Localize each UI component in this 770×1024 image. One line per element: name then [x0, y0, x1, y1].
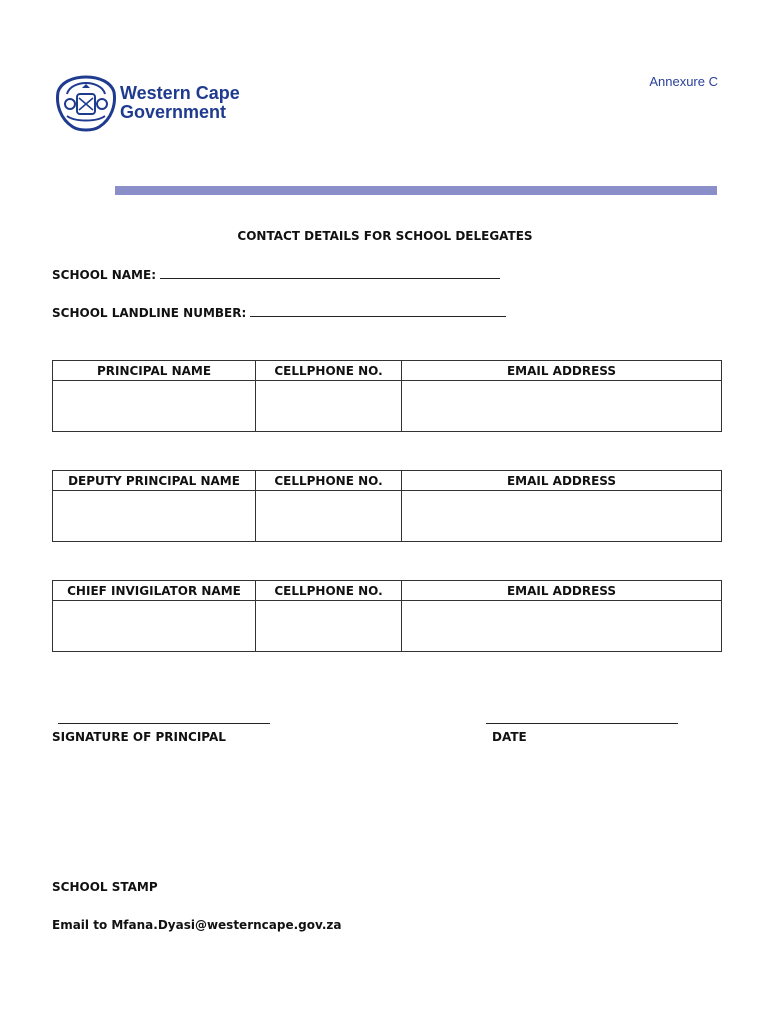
- principal-email-cell[interactable]: [402, 381, 722, 432]
- deputy-email-cell[interactable]: [402, 491, 722, 542]
- invigilator-name-header: CHIEF INVIGILATOR NAME: [53, 581, 256, 601]
- deputy-cellphone-cell[interactable]: [256, 491, 402, 542]
- school-landline-field: [52, 305, 506, 320]
- chief-invigilator-table: [52, 580, 722, 652]
- invigilator-email-header: EMAIL ADDRESS: [402, 581, 722, 601]
- school-name-field: [52, 267, 500, 282]
- header-divider-bar: [115, 186, 717, 195]
- principal-email-header: EMAIL ADDRESS: [402, 361, 722, 381]
- annexure-label: Annexure C: [649, 74, 718, 89]
- invigilator-name-cell[interactable]: [53, 601, 256, 652]
- coat-of-arms-icon: [55, 74, 117, 134]
- school-name-line[interactable]: [160, 267, 500, 279]
- principal-name-header: PRINCIPAL NAME: [53, 361, 256, 381]
- principal-cellphone-header: CELLPHONE NO.: [256, 361, 402, 381]
- principal-signature-label: SIGNATURE OF PRINCIPAL: [52, 730, 226, 744]
- principal-cellphone-cell[interactable]: [256, 381, 402, 432]
- org-name-line1: Western Cape: [120, 83, 240, 103]
- date-line[interactable]: [486, 723, 678, 724]
- org-name-line2: Government: [120, 102, 227, 122]
- school-landline-label: SCHOOL LANDLINE NUMBER:: [52, 306, 247, 320]
- deputy-principal-table: [52, 470, 722, 542]
- principal-name-cell[interactable]: [53, 381, 256, 432]
- principal-table: [52, 360, 722, 432]
- school-name-label: SCHOOL NAME:: [52, 268, 156, 282]
- deputy-name-header: DEPUTY PRINCIPAL NAME: [53, 471, 256, 491]
- date-label: DATE: [492, 730, 527, 744]
- deputy-cellphone-header: CELLPHONE NO.: [256, 471, 402, 491]
- form-title: CONTACT DETAILS FOR SCHOOL DELEGATES: [237, 229, 533, 243]
- invigilator-cellphone-cell[interactable]: [256, 601, 402, 652]
- principal-signature-line[interactable]: [58, 723, 270, 724]
- deputy-name-cell[interactable]: [53, 491, 256, 542]
- school-stamp-label: SCHOOL STAMP: [52, 880, 158, 894]
- deputy-email-header: EMAIL ADDRESS: [402, 471, 722, 491]
- school-landline-line[interactable]: [250, 305, 506, 317]
- org-name: [120, 84, 240, 122]
- invigilator-cellphone-header: CELLPHONE NO.: [256, 581, 402, 601]
- invigilator-email-cell[interactable]: [402, 601, 722, 652]
- email-instruction: Email to Mfana.Dyasi@westerncape.gov.za: [52, 918, 342, 932]
